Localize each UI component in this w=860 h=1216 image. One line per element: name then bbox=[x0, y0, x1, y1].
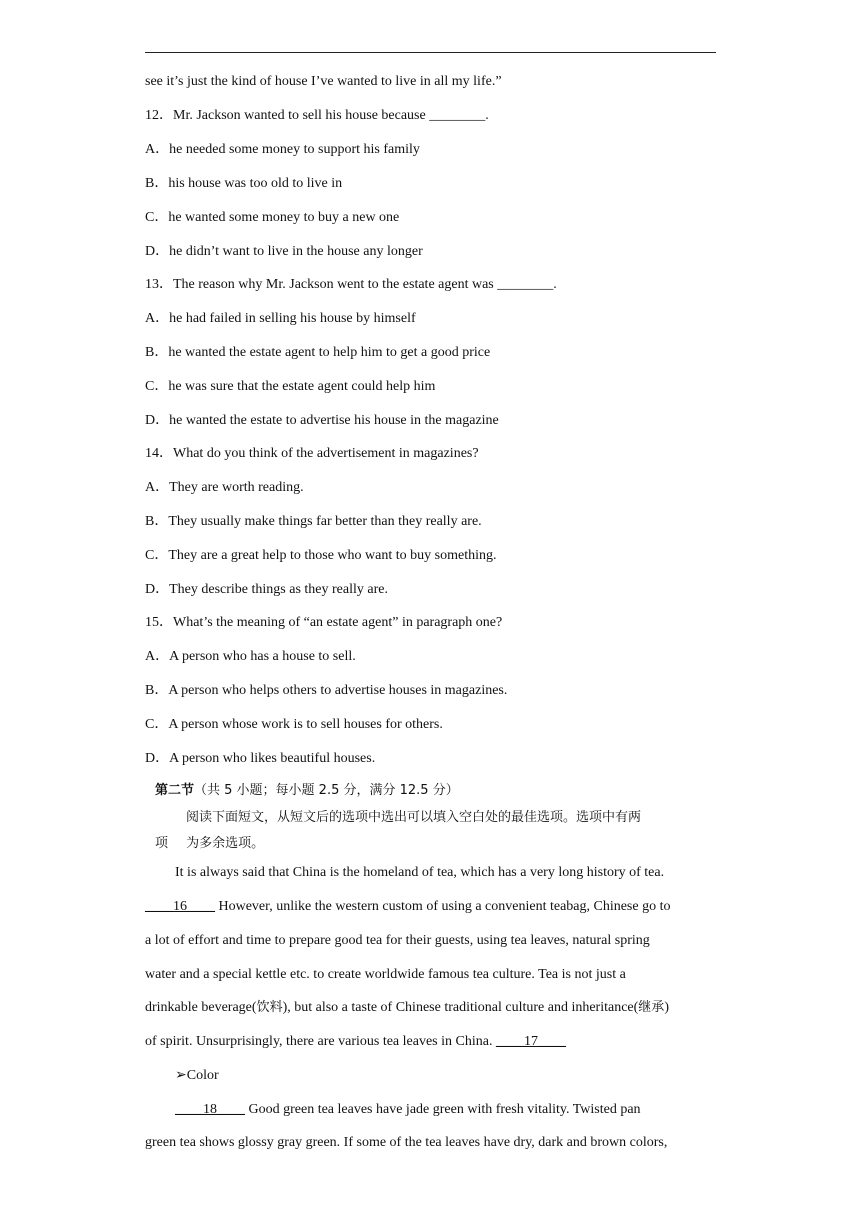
option-15a: A．A person who has a house to sell. bbox=[145, 649, 356, 664]
passage-line-7-text: Good green tea leaves have jade green with fresh vitality. Twisted pan bbox=[245, 1102, 641, 1117]
option-13d: D．he wanted the estate to advertise his house in the magazine bbox=[145, 413, 499, 428]
color-heading: ➢Color bbox=[175, 1068, 219, 1083]
passage-line-6-text: of spirit. Unsurprisingly, there are various tea leaves in China. bbox=[145, 1034, 496, 1049]
passage-line-5-part-c: ) bbox=[664, 1000, 669, 1015]
option-14b: B．They usually make things far better than they really are. bbox=[145, 514, 482, 529]
passage-line-2-text: However, unlike the western custom of using a convenient teabag, Chinese go to bbox=[215, 899, 671, 914]
option-15d: D．A person who likes beautiful houses. bbox=[145, 751, 376, 766]
instruction-line-1: 阅读下面短文，从短文后的选项中选出可以填入空白处的最佳选项。选项中有两 bbox=[186, 810, 642, 825]
blank-16: ____16____ bbox=[145, 899, 215, 914]
option-13a: A．he had failed in selling his house by himself bbox=[145, 311, 416, 326]
passage-line-1: It is always said that China is the homeland of tea, which has a very long history of tea. bbox=[175, 865, 665, 880]
option-13c: C．he was sure that the estate agent could help him bbox=[145, 379, 436, 394]
option-13b: B．he wanted the estate agent to help him to get a good price bbox=[145, 345, 491, 360]
section-info: （共 5 小题；每小题 2.5 分，满分 12.5 分） bbox=[194, 783, 459, 798]
option-14d: D．They describe things as they really are. bbox=[145, 582, 388, 597]
passage-line-6 bbox=[145, 1033, 566, 1051]
passage-line-4: water and a special kettle etc. to create worldwide famous tea culture. Tea is not just a bbox=[145, 967, 626, 982]
blank-18: ____18____ bbox=[175, 1102, 245, 1117]
passage-line-3: a lot of effort and time to prepare good tea for their guests, using tea leaves, natural spring bbox=[145, 933, 650, 948]
option-12b: B．his house was too old to live in bbox=[145, 176, 343, 191]
blank-17: ____17____ bbox=[495, 1034, 566, 1049]
option-14c: C．They are a great help to those who want to buy something. bbox=[145, 548, 497, 563]
passage-line-2 bbox=[145, 898, 671, 916]
passage-line-5 bbox=[145, 999, 669, 1017]
question-13: 13．The reason why Mr. Jackson went to the estate agent was ________. bbox=[145, 277, 557, 292]
passage-end-line: see it’s just the kind of house I’ve wanted to live in all my life.” bbox=[145, 74, 502, 89]
passage-line-5-part-b: ), but also a taste of Chinese traditional culture and inheritance( bbox=[282, 1000, 639, 1015]
option-12c: C．he wanted some money to buy a new one bbox=[145, 210, 400, 225]
option-12d: D．he didn’t want to live in the house any longer bbox=[145, 244, 423, 259]
instruction-line-2: 项 为多余选项。 bbox=[155, 836, 265, 851]
option-15c: C．A person whose work is to sell houses for others. bbox=[145, 717, 443, 732]
gloss-beverage: 饮料 bbox=[256, 1000, 283, 1015]
header-rule bbox=[145, 52, 716, 53]
option-14a: A．They are worth reading. bbox=[145, 480, 304, 495]
option-12a: A．he needed some money to support his family bbox=[145, 142, 420, 157]
passage-line-7 bbox=[175, 1101, 641, 1119]
gloss-inheritance: 继承 bbox=[638, 1000, 665, 1015]
option-15b: B．A person who helps others to advertise houses in magazines. bbox=[145, 683, 508, 698]
question-12: 12．Mr. Jackson wanted to sell his house because ________. bbox=[145, 108, 489, 123]
passage-line-8: green tea shows glossy gray green. If some of the tea leaves have dry, dark and brown colors, bbox=[145, 1135, 668, 1150]
question-14: 14．What do you think of the advertisement in magazines? bbox=[145, 446, 479, 461]
question-15: 15．What’s the meaning of “an estate agent” in paragraph one? bbox=[145, 615, 503, 630]
section-title: 第二节 bbox=[155, 783, 195, 798]
section-heading bbox=[155, 782, 459, 800]
passage-line-5-part-a: drinkable beverage( bbox=[145, 1000, 257, 1015]
